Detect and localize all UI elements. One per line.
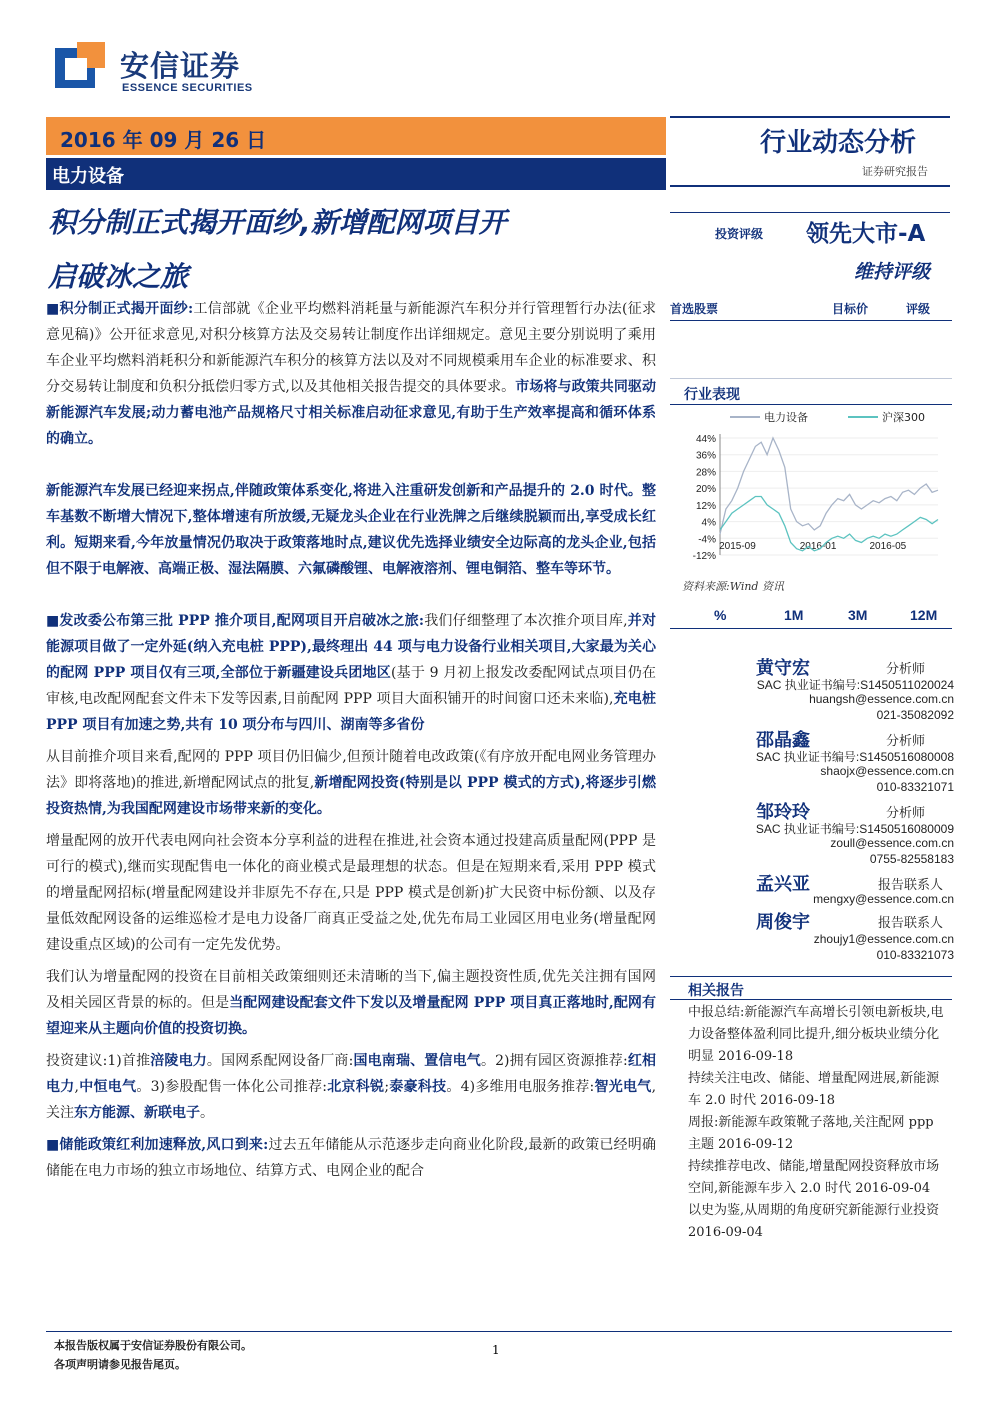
industry-performance-title: 行业表现 <box>684 387 740 403</box>
paragraph-emphasis: 充电桩 PPP 项目有加速之势,共有 10 项分布与四川、湖南等多省份 <box>46 691 656 733</box>
analyst-name: 邹玲玲 <box>756 802 810 823</box>
related-report-item[interactable]: 周报:新能源车政策靴子落地,关注配网 ppp 主题 2016-09-12 <box>688 1115 934 1152</box>
stock-name: 泰豪科技 <box>389 1079 447 1095</box>
related-list <box>688 1002 950 1244</box>
analyst-cert: SAC 执业证书编号:S1450516080008 <box>755 750 954 764</box>
analyst-phone: 010-83321071 <box>876 780 954 794</box>
legend-label-index: 沪深300 <box>882 411 925 424</box>
paragraph-text: ,关注 <box>46 1079 657 1121</box>
paragraph: 新能源汽车发展已经迎来拐点,伴随政策体系变化,将进入注重研发创新和产品提升的 2.0 时代。整车基数不断增大情况下,整体增速有所放缓,无疑龙头企业在行业洗牌之后继续脱颖而出,享受成长红利。短期来看,今年放量情况仍取决于政策落地时点,建议优先选择业绩安全边际高的龙头企业,包括但不限于电解液、高端正极、湿法隔膜、六氟磷酸锂、电解液溶剂、锂电铜箔、整车等环节。 <box>46 483 656 577</box>
analyst-name: 周俊宇 <box>756 912 810 933</box>
analyst-phone: 010-83321073 <box>876 948 954 962</box>
stock-name: 智光电气 <box>594 1079 652 1095</box>
paragraph-text: 我们仔细整理了本次推介项目库, <box>424 613 628 629</box>
analyst-name: 邵晶鑫 <box>756 730 810 751</box>
logo-text-en: ESSENCE SECURITIES <box>122 82 253 94</box>
footer-divider <box>46 1331 952 1332</box>
paragraph-emphasis: 并对能源项目做了一定外延(纳入充电桩 PPP),最终理出 44 项与电力设备行业相关项目,大家最为关心的配网 PPP 项目仅有三项,全部位于新疆建设兵团地区 <box>46 613 657 681</box>
analyst-phone: 021-35082092 <box>876 708 954 722</box>
related-divider-top <box>670 976 952 977</box>
related-report-item[interactable]: 持续关注电改、储能、增量配网进展,新能源车 2.0 时代 2016-09-18 <box>688 1071 940 1108</box>
paragraph-text: 投资建议:1)首推 <box>46 1053 151 1069</box>
paragraph-emphasis: 新增配网投资(特别是以 PPP 模式的方式),将逐步引燃投资热情,为我国配网建设市场带来新的变化。 <box>46 775 656 817</box>
related-report-item[interactable]: 持续推荐电改、储能,增量配网投资释放市场空间,新能源车步入 2.0 时代 2016-09-04 <box>688 1159 940 1196</box>
x-tick-label: 2016-05 <box>869 541 907 552</box>
rating-value: 领先大市-A <box>806 221 926 247</box>
paragraph-lead: ■发改委公布第三批 PPP 推介项目,配网项目开启破冰之旅: <box>46 613 425 629</box>
paragraph-emphasis: 当配网建设配套文件下发以及增量配网 PPP 项目真正落地时,配网有望迎来从主题向价值的投资切换。 <box>46 995 657 1037</box>
stock-name: 红相电力 <box>46 1053 657 1095</box>
paragraph <box>46 608 656 738</box>
analyst-role: 分析师 <box>886 734 926 749</box>
picks-table-header <box>668 300 952 320</box>
rating-action: 维持评级 <box>854 261 931 283</box>
analyst-block <box>680 654 954 964</box>
paragraph-lead: ■储能政策红利加速释放,风口到来: <box>46 1137 269 1153</box>
paragraph-text: 。2)拥有园区资源推荐: <box>480 1053 628 1069</box>
paragraph-text: (基于 9 月初上报发改委配网试点项目仍在审核,电改配网配套文件未下发等因素,目前配网 PPP 项目大面积铺开的时间窗口还未来临), <box>46 665 657 707</box>
picks-col-target: 目标价 <box>832 302 869 316</box>
paragraph-text: 从目前推介项目来看,配网的 PPP 项目仍旧偏少,但预计随着电改政策(《有序放开配电网业务管理办法》即将落地)的推进,新增配网试点的批复, <box>46 749 656 791</box>
main-body <box>46 296 656 1184</box>
footer-disclaimer: 各项声明请参见报告尾页。 <box>54 1358 186 1371</box>
analyst-cert: SAC 执业证书编号:S1450511020024 <box>756 678 954 692</box>
logo-text-cn: 安信证券 <box>120 49 241 83</box>
company-logo-icon <box>55 42 105 92</box>
chart-legend <box>730 410 925 424</box>
stock-name: 中恒电气 <box>79 1079 137 1095</box>
report-type: 行业动态分析 <box>760 128 917 158</box>
y-tick-label: -4% <box>698 534 716 546</box>
spacer <box>46 582 656 608</box>
legend-label-sector: 电力设备 <box>764 411 808 424</box>
paragraph-text: 。国网系配网设备厂商: <box>206 1053 354 1069</box>
paragraph-text: 。3)参股配售一体化公司推荐: <box>136 1079 327 1095</box>
rating-divider <box>670 212 950 213</box>
perf-col-1m: 1M <box>784 607 804 623</box>
headline-line-2: 启破冰之旅 <box>48 260 189 293</box>
paragraph <box>46 1048 656 1126</box>
performance-columns <box>670 607 952 627</box>
picks-col-stock: 首选股票 <box>670 302 719 316</box>
picks-divider-bottom <box>670 378 952 379</box>
analyst-email[interactable]: huangsh@essence.com.cn <box>809 692 954 706</box>
paragraph-text: 工信部就《企业平均燃料消耗量与新能源汽车积分并行管理暂行办法(征求意见稿)》公开征求意见,对积分核算方法及交易转让制度作出详细规定。意见主要分别说明了乘用车企业平均燃料消耗积分和新能源汽车积分的核算方法以及对不同规模乘用车企业的标准要求、积分交易转让制度和负积分抵偿归零方式,以及其他相关报告提交的具体要求。 <box>46 301 656 395</box>
picks-divider <box>670 320 952 321</box>
paragraph <box>46 296 656 452</box>
paragraph-text: 。4)多维用电服务推荐: <box>446 1079 595 1095</box>
spacer <box>46 452 656 478</box>
perf-col-3m: 3M <box>848 607 868 623</box>
analyst-role: 分析师 <box>886 806 926 821</box>
analyst-name: 黄守宏 <box>756 658 810 679</box>
analyst-email[interactable]: shaojx@essence.com.cn <box>820 764 954 778</box>
related-report-item[interactable]: 中报总结:新能源汽车高增长引领电新板块,电力设备整体盈利同比提升,细分板块业绩分化明显 2016-09-18 <box>688 1005 944 1064</box>
headline <box>48 196 668 304</box>
industry-performance-chart <box>672 405 952 565</box>
analyst-email[interactable]: zhoujy1@essence.com.cn <box>813 932 954 946</box>
y-tick-label: -12% <box>692 551 716 562</box>
analyst-phone: 0755-82558183 <box>869 852 954 866</box>
stock-name: 东方能源、新联电子 <box>74 1105 200 1121</box>
analyst-email[interactable]: mengxy@essence.com.cn <box>813 892 954 906</box>
paragraph-text: ; <box>384 1079 390 1095</box>
rating-label: 投资评级 <box>715 227 764 241</box>
paragraph-lead: ■积分制正式揭开面纱: <box>46 301 194 317</box>
paragraph-text: 我们认为增量配网的投资在目前相关政策细则还未清晰的当下,偏主题投资性质,优先关注拥有国网及相关园区背景的标的。但是 <box>46 969 656 1011</box>
sector-bar <box>46 158 666 190</box>
analyst-role: 报告联系人 <box>878 878 944 893</box>
report-date: 2016 年 09 月 26 日 <box>60 128 267 152</box>
y-tick-label: 12% <box>695 500 716 512</box>
related-report-item[interactable]: 以史为鉴,从周期的角度研究新能源行业投资 2016-09-04 <box>688 1203 940 1240</box>
stock-name: 涪陵电力 <box>150 1053 207 1069</box>
stock-name: 国电南瑞、置信电气 <box>353 1053 481 1069</box>
perf-col-pct: % <box>714 607 727 623</box>
paragraph <box>46 964 656 1042</box>
picks-col-rating: 评级 <box>906 302 931 316</box>
paragraph <box>46 1132 656 1184</box>
header-divider <box>670 116 950 118</box>
perf-col-12m: 12M <box>910 607 938 623</box>
perf-cols-divider <box>670 628 952 629</box>
headline-line-1: 积分制正式揭开面纱,新增配网项目开 <box>48 206 507 239</box>
x-tick-label: 2016-01 <box>799 541 837 552</box>
y-tick-label: 44% <box>695 434 716 445</box>
analyst-role: 分析师 <box>886 662 926 677</box>
analyst-email[interactable]: zoull@essence.com.cn <box>830 836 954 850</box>
related-title: 相关报告 <box>688 983 744 999</box>
chart-source: 资料来源:Wind 资讯 <box>682 580 784 593</box>
related-divider <box>670 999 952 1000</box>
paragraph-text: 。 <box>200 1105 214 1121</box>
paragraph: 增量配网的放开代表电网向社会资本分享利益的进程在推进,社会资本通过投建高质量配网(PPP 是可行的模式),继而实现配售电一体化的商业模式是最理想的状态。但是在短期来看,采用 PPP 模式的增量配网招标(增量配网建设并非原先不存在,只是 PPP 模式是创新)扩大民资中标份额、以及存量低效配网设备的运维巡检才是电力设备厂商真正受益之处,优先布局工业园区用电业务(增量配网建设重点区域)的公司有一定先发优势。 <box>46 833 656 953</box>
x-tick-label: 2015-09 <box>719 541 756 552</box>
analyst-cert: SAC 执业证书编号:S1450516080009 <box>755 822 954 836</box>
analyst-name: 孟兴亚 <box>756 874 810 895</box>
paragraph-text: , <box>74 1079 79 1095</box>
header-divider-2 <box>670 185 950 187</box>
y-tick-label: 28% <box>695 467 716 479</box>
paragraph <box>46 744 656 822</box>
series-line-sector <box>720 438 938 534</box>
sector-label: 电力设备 <box>52 166 124 187</box>
analyst-role: 报告联系人 <box>878 916 944 931</box>
y-tick-label: 4% <box>701 517 716 529</box>
y-tick-label: 20% <box>695 484 716 496</box>
page-number: 1 <box>492 1343 500 1357</box>
paragraph-emphasis: 市场将与政策共同驱动新能源汽车发展;动力蓄电池产品规格尺寸相关标准启动征求意见,有助于生产效率提高和循环体系的确立。 <box>46 379 657 447</box>
stock-name: 北京科锐 <box>326 1079 385 1095</box>
report-subtype: 证券研究报告 <box>862 165 928 178</box>
y-tick-label: 36% <box>695 450 716 462</box>
paragraph-text: 过去五年储能从示范逐步走向商业化阶段,最新的政策已经明确储能在电力市场的独立市场地位、结算方式、电网企业的配合 <box>46 1137 656 1179</box>
footer-copyright: 本报告版权属于安信证券股份有限公司。 <box>54 1339 252 1352</box>
